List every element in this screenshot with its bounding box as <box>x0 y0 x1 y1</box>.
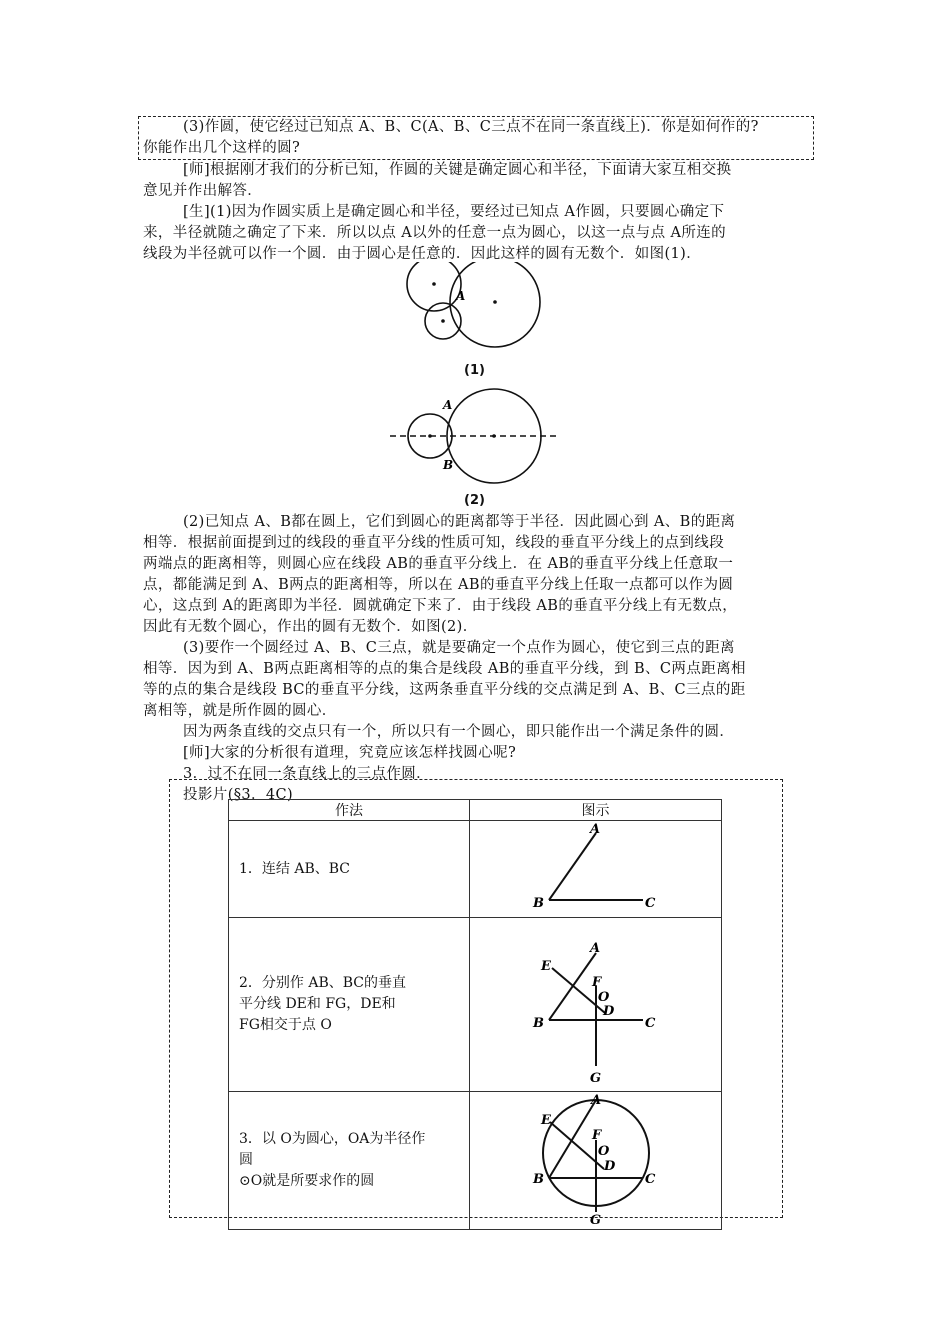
teacher-line2: 意见并作出解答． <box>143 183 263 199</box>
step3-line1: 3．以 O为圆心，OA为半径作 <box>239 1131 426 1147</box>
p3-line6: 因此有无数个圆心，作出的圆有无数个．如图(2)． <box>143 619 478 635</box>
step3-line3: ⊙O就是所要求作的圆 <box>239 1173 375 1189</box>
step3-figure <box>470 1092 722 1230</box>
table-header-row <box>229 800 722 821</box>
svg-text:D: D <box>603 1004 615 1019</box>
student-line1: [生](1)因为作圆实质上是确定圆心和半径，要经过已知点 A作圆，只要圆心确定下 <box>183 204 725 220</box>
svg-text:B: B <box>533 1016 544 1031</box>
svg-text:O: O <box>598 990 610 1005</box>
step3-text <box>229 1092 470 1230</box>
question3-line1: (3)作圆，使它经过已知点 A、B、C(A、B、C三点不在同一条直线上)．你是如何作的? <box>183 119 759 135</box>
svg-text:G: G <box>590 1213 602 1225</box>
p5: 因为两条直线的交点只有一个，所以只有一个圆心，即只能作出一个满足条件的圆． <box>183 724 735 740</box>
fig2-label-b: B <box>443 458 454 472</box>
step2-line3: FG相交于点 O <box>239 1017 332 1033</box>
teacher-line1: [师]根据刚才我们的分析已知，作圆的关键是确定圆心和半径，下面请大家互相交换 <box>183 162 732 178</box>
p3-line5: 心，这点到 A的距离即为半径．圆就确定下来了．由于线段 AB的垂直平分线上有无数点， <box>143 598 738 614</box>
table-row <box>229 918 722 1092</box>
fig1-label-a: A <box>456 289 466 303</box>
p7: 3．过不在同一条直线上的三点作圆． <box>183 766 432 782</box>
step2-line1: 2．分别作 AB、BC的垂直 <box>239 975 407 991</box>
svg-text:O: O <box>598 1144 610 1159</box>
step1-diagram <box>470 821 721 913</box>
table-row <box>229 821 722 918</box>
p4-line1: (3)要作一个圆经过 A、B、C三点，就是要确定一个点作为圆心，使它到三点的距离 <box>183 640 735 656</box>
fig2-caption: (2) <box>464 493 485 508</box>
svg-text:C: C <box>645 1016 656 1031</box>
fig1-caption: (1) <box>464 363 485 378</box>
construction-table <box>228 799 722 1230</box>
svg-text:G: G <box>590 1071 602 1086</box>
svg-text:F: F <box>592 975 602 990</box>
svg-text:B: B <box>533 1172 544 1187</box>
table-row <box>229 1092 722 1230</box>
svg-text:A: A <box>590 941 601 956</box>
p4-line4: 离相等，就是所作圆的圆心． <box>143 703 337 719</box>
student-line2: 来，半径就随之确定了下来．所以以点 A以外的任意一点为圆心，以这一点与点 A所连的 <box>143 225 727 241</box>
step2-figure <box>470 918 722 1092</box>
p3-line1: (2)已知点 A、B都在圆上，它们到圆心的距离都等于半径．因此圆心到 A、B的距离 <box>183 514 736 530</box>
p6: [师]大家的分析很有道理，究竟应该怎样找圆心呢? <box>183 745 517 761</box>
step2-line2: 平分线 DE和 FG，DE和 <box>239 996 396 1012</box>
svg-text:F: F <box>592 1128 602 1143</box>
svg-text:E: E <box>541 959 551 974</box>
p3-line4: 点，都能满足到 A、B两点的距离相等，所以在 AB的垂直平分线上任取一点都可以作为圆 <box>143 577 734 593</box>
student-line3: 线段为半径就可以作一个圆．由于圆心是任意的．因此这样的圆有无数个．如图(1)． <box>143 246 702 262</box>
figure-2 <box>388 383 568 488</box>
label-b: B <box>533 896 544 911</box>
step2-text <box>229 918 470 1092</box>
svg-text:C: C <box>645 1172 656 1187</box>
p8: 投影片(§3．4C) <box>183 787 294 803</box>
header-figure: 图示 <box>470 800 722 821</box>
p4-line2: 相等．因为到 A、B两点距离相等的点的集合是线段 AB的垂直平分线，到 B、C两点距离相 <box>143 661 746 677</box>
step2-diagram <box>470 918 721 1087</box>
svg-text:E: E <box>541 1113 551 1128</box>
p3-line3: 两端点的距离相等，则圆心应在线段 AB的垂直平分线上．在 AB的垂直平分线上任意取一 <box>143 556 734 572</box>
label-c: C <box>645 896 656 911</box>
svg-text:A: A <box>591 1093 602 1108</box>
step3-diagram <box>470 1092 721 1225</box>
step1-line1: 1．连结 AB、BC <box>239 860 351 877</box>
step1-figure <box>470 821 722 918</box>
fig1-circle-large <box>450 262 540 347</box>
fig2-label-a: A <box>443 398 453 412</box>
header-method: 作法 <box>229 800 470 821</box>
label-a: A <box>590 822 601 837</box>
step3-line2: 圆 <box>239 1152 253 1168</box>
figure-1 <box>400 262 550 362</box>
svg-text:D: D <box>604 1159 616 1174</box>
p4-line3: 等的点的集合是线段 BC的垂直平分线，这两条垂直平分线的交点满足到 A、B、C三点的距 <box>143 682 746 698</box>
step1-text <box>229 821 470 918</box>
question3-line2: 你能作出几个这样的圆? <box>143 140 301 156</box>
p3-line2: 相等．根据前面提到过的线段的垂直平分线的性质可知，线段的垂直平分线上的点到线段 <box>143 535 725 551</box>
